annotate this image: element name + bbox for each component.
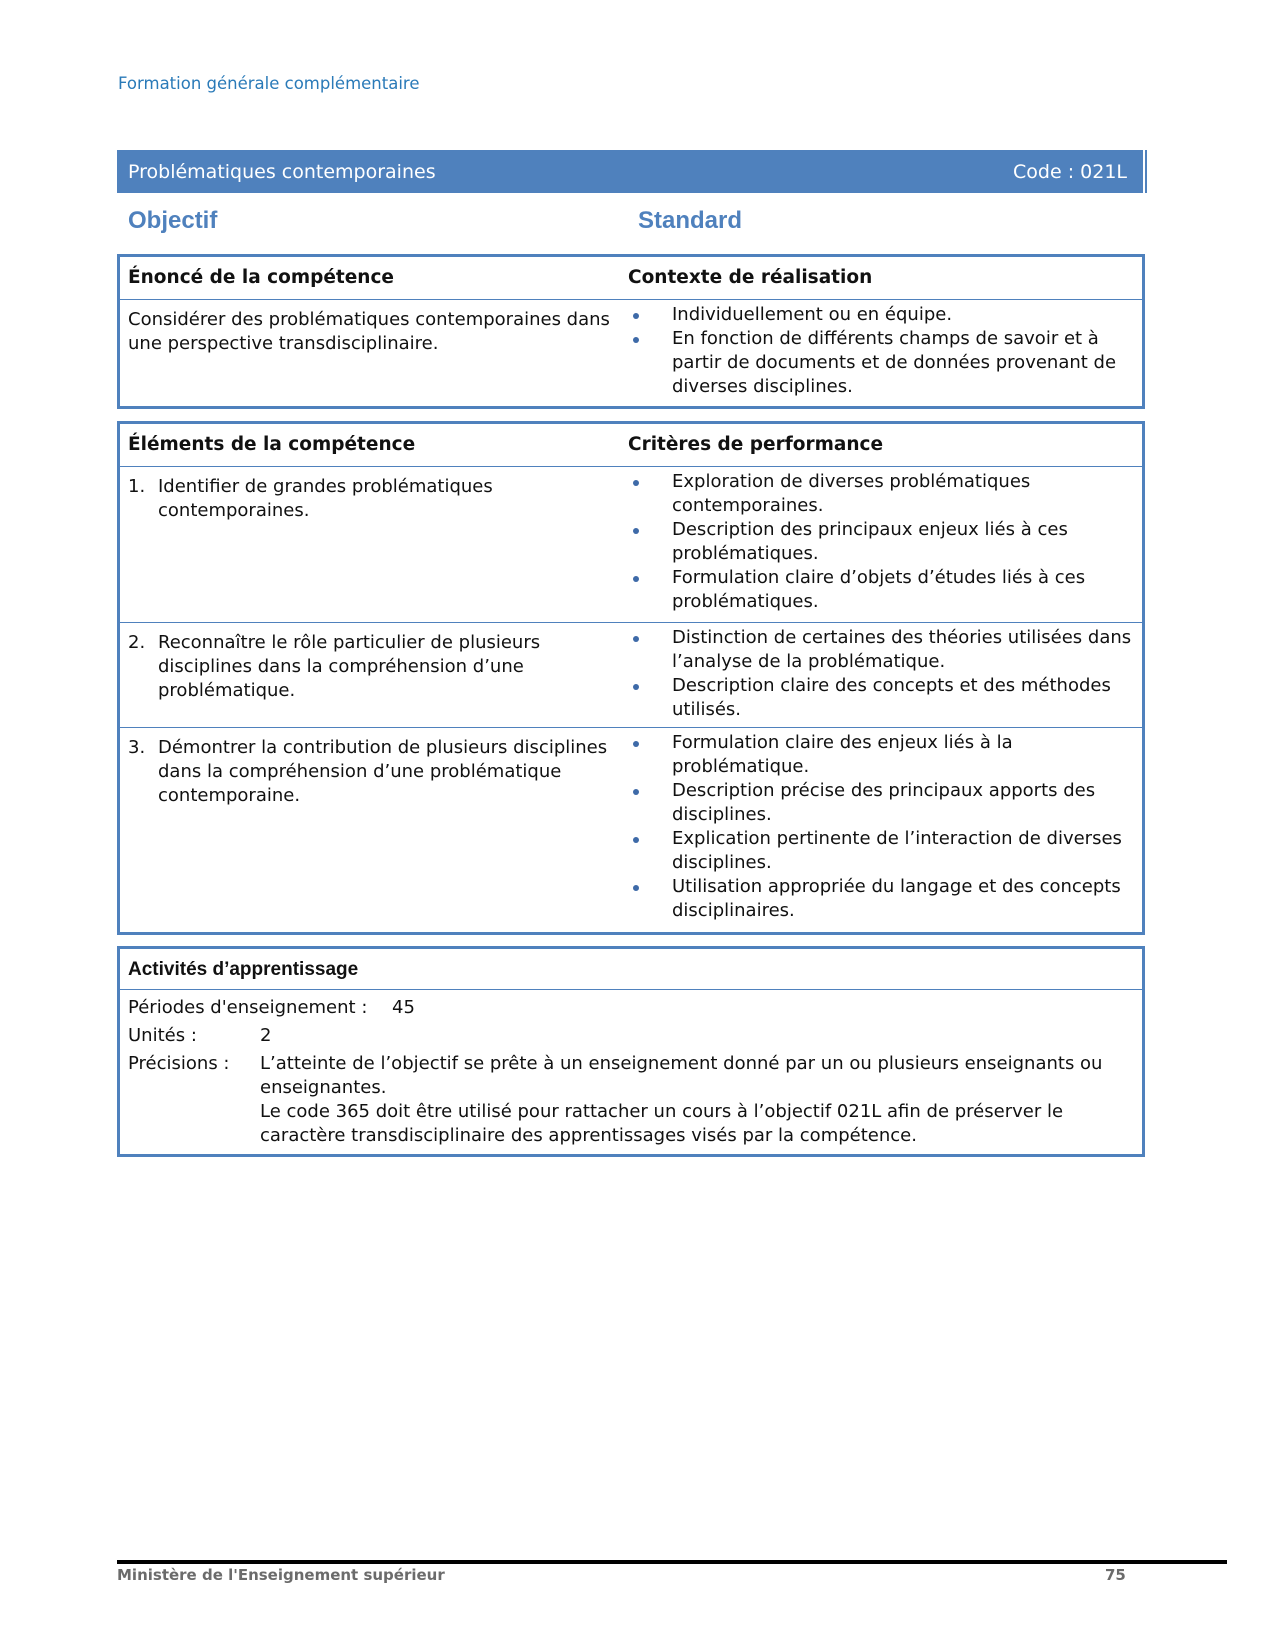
- activities-body: [120, 990, 1142, 1160]
- list-item: Explication pertinente de l’interaction de diverses disciplines.: [628, 827, 1134, 875]
- objectif-heading: Objectif: [128, 207, 218, 234]
- list-item: Description précise des principaux apports des disciplines.: [628, 779, 1134, 827]
- list-item: Description claire des concepts et des méthodes utilisés.: [628, 674, 1134, 722]
- table-row: [120, 623, 1142, 728]
- precision-item: Le code 365 doit être utilisé pour rattacher un cours à l’objectif 021L afin de préserver le caractère transdisciplinaire des apprentissages visés par la compétence.: [260, 1101, 1064, 1146]
- list-item: Distinction de certaines des théories utilisées dans l’analyse de la problématique.: [628, 626, 1134, 674]
- elements-header: Éléments de la compétence: [128, 434, 416, 455]
- course-banner: [117, 150, 1145, 193]
- column-headings: [117, 207, 1145, 243]
- criteria-cell: [628, 728, 1142, 932]
- enonce-statement: Considérer des problématiques contemporaines dans une perspective transdisciplinaire.: [128, 309, 610, 354]
- table-row: [120, 467, 1142, 623]
- contexte-header: Contexte de réalisation: [628, 267, 873, 288]
- element-number: 2.: [128, 632, 146, 653]
- precisions-text: [260, 1052, 1134, 1148]
- list-item: En fonction de différents champs de savoir et à partir de documents et de données provenant de diverses disciplines.: [628, 327, 1134, 399]
- units-value: 2: [260, 1025, 272, 1046]
- element-text: Démontrer la contribution de plusieurs disciplines dans la compréhension d’une problématique contemporaine.: [158, 737, 608, 806]
- activities-box: [117, 946, 1145, 1157]
- criteria-cell: [628, 623, 1142, 727]
- precisions-label: Précisions :: [128, 1053, 230, 1074]
- enonce-header: Énoncé de la compétence: [128, 267, 394, 288]
- list-item: Formulation claire d’objets d’études liés à ces problématiques.: [628, 566, 1134, 614]
- table-header-row: [120, 424, 1142, 467]
- element-text: Reconnaître le rôle particulier de plusieurs disciplines dans la compréhension d’une problématique.: [158, 632, 541, 701]
- list-item: Utilisation appropriée du langage et des concepts disciplinaires.: [628, 875, 1134, 923]
- periods-row: [128, 996, 1134, 1020]
- units-row: [128, 1024, 1134, 1048]
- periods-label: Périodes d'enseignement :: [128, 997, 368, 1018]
- activities-header: Activités d’apprentissage: [120, 949, 1142, 990]
- element-cell: [120, 467, 628, 622]
- contexte-list: [628, 303, 1134, 399]
- element-cell: [120, 623, 628, 727]
- list-item: Individuellement ou en équipe.: [628, 303, 1134, 327]
- course-code: Code : 021L: [1013, 160, 1127, 183]
- criteria-list: [628, 470, 1134, 614]
- precisions-row: [128, 1052, 1134, 1148]
- standard-heading: Standard: [638, 207, 743, 234]
- criteres-header: Critères de performance: [628, 434, 884, 455]
- list-item: Description des principaux enjeux liés à ces problématiques.: [628, 518, 1134, 566]
- criteria-list: [628, 731, 1134, 923]
- footer-ministry: Ministère de l'Enseignement supérieur: [117, 1566, 445, 1584]
- list-item: Formulation claire des enjeux liés à la problématique.: [628, 731, 1134, 779]
- table-header-row: [120, 257, 1142, 300]
- page-number: 75: [1105, 1566, 1126, 1584]
- element-number: 3.: [128, 737, 146, 758]
- element-number: 1.: [128, 476, 146, 497]
- periods-value: 45: [392, 997, 415, 1018]
- list-item: Exploration de diverses problématiques contemporaines.: [628, 470, 1134, 518]
- table-row: [120, 300, 1142, 406]
- element-cell: [120, 728, 628, 932]
- units-label: Unités :: [128, 1025, 197, 1046]
- footer-divider: [117, 1560, 1227, 1564]
- element-text: Identifier de grandes problématiques contemporaines.: [158, 476, 493, 521]
- enonce-table: [117, 254, 1145, 409]
- table-row: [120, 728, 1142, 932]
- elements-table: [117, 421, 1145, 935]
- criteria-list: [628, 626, 1134, 722]
- criteria-cell: [628, 467, 1142, 622]
- precision-item: L’atteinte de l’objectif se prête à un enseignement donné par un ou plusieurs enseignants ou enseignantes.: [260, 1053, 1103, 1098]
- contexte-list-cell: [628, 300, 1142, 406]
- section-title: Formation générale complémentaire: [118, 74, 420, 93]
- course-title: Problématiques contemporaines: [128, 160, 436, 183]
